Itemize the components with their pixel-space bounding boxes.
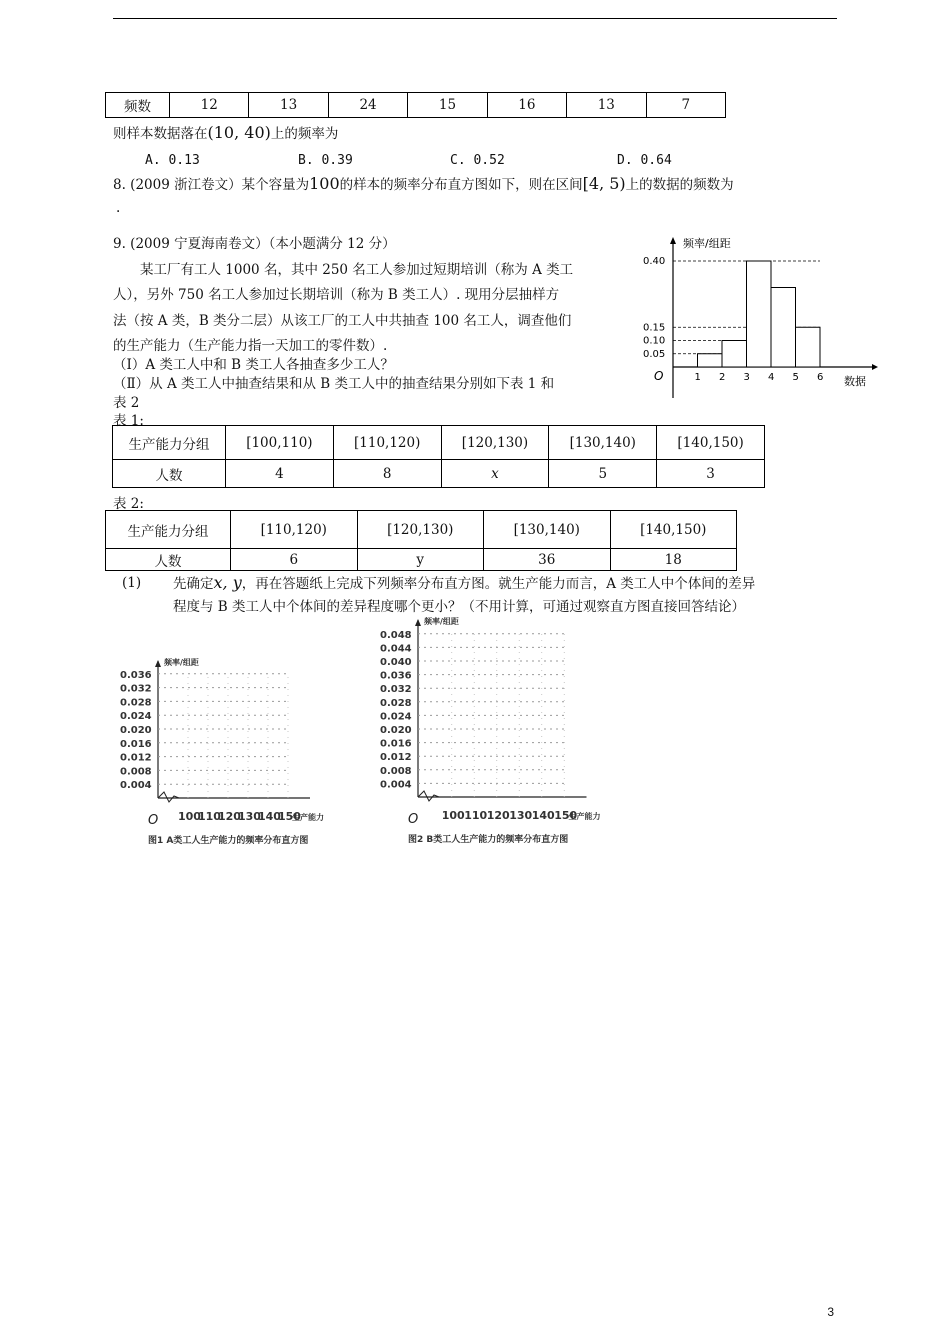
- figure1-histogram: [118, 655, 380, 855]
- freq-cell: 12: [170, 93, 249, 118]
- y-tick-label: 0.028: [120, 697, 152, 709]
- table1-count: 3: [657, 460, 765, 488]
- q7-question: 则样本数据落在(10, 40)上的频率为: [113, 123, 339, 142]
- freq-header: 频数: [106, 93, 170, 118]
- axis-break: [418, 791, 439, 801]
- table-2: [105, 510, 737, 571]
- y-tick-label: 0.024: [120, 711, 152, 723]
- table1-row-header: 生产能力分组: [113, 426, 226, 460]
- table2-count-y: y: [357, 549, 484, 571]
- x-tick-label: 140: [258, 810, 281, 823]
- q8-blank: .: [116, 200, 121, 216]
- table1-count-x: x: [441, 460, 549, 488]
- q9-title: 9. (2009 宁夏海南卷文）（本小题满分 12 分）: [113, 236, 396, 252]
- y-axis-label: 频率/组距: [683, 237, 731, 250]
- q8-histogram: [640, 232, 880, 402]
- x-tick-label: 130: [509, 809, 533, 822]
- table2-label: 表 2:: [113, 496, 144, 512]
- y-tick-label: 0.012: [380, 752, 412, 764]
- histogram-bar: [796, 327, 821, 367]
- x-axis-arrow: [872, 364, 878, 370]
- table1-group: [140,150): [657, 426, 765, 460]
- table2-count-header: 人数: [106, 549, 231, 571]
- table2-group: [120,130): [357, 511, 484, 549]
- y-tick-label: 0.008: [380, 765, 412, 777]
- q9-para-line: 某工厂有工人 1000 名，其中 250 名工人参加过短期培训（称为 A 类工: [140, 262, 574, 278]
- x-tick-label: 2: [719, 372, 726, 383]
- y-axis-arrow: [155, 660, 161, 667]
- y-tick-label: 0.020: [120, 725, 152, 736]
- y-tick-label: 0.036: [120, 669, 152, 681]
- x-axis-label: 生产能力: [292, 813, 324, 822]
- table1-count-header: 人数: [113, 460, 226, 488]
- table2-group: [130,140): [484, 511, 611, 549]
- q7-interval: (10, 40): [207, 123, 271, 142]
- x-tick-label: 100: [441, 809, 465, 822]
- q7-option-b: B. 0.39: [298, 153, 353, 168]
- y-tick-label: 0.036: [380, 670, 412, 682]
- table1-count: 4: [226, 460, 334, 488]
- y-tick-label: 0.40: [643, 256, 666, 267]
- sub1-text-cont: 程度与 B 类工人中个体间的差异程度哪个更小？（不用计算，可通过观察直方图直接回答结论）: [173, 599, 746, 615]
- histogram-bar: [722, 341, 747, 368]
- axis-break: [158, 792, 179, 802]
- freq-cell: 15: [408, 93, 487, 118]
- sub1-number: (1): [122, 575, 142, 591]
- table1-group: [120,130): [441, 426, 549, 460]
- table2-row-header: 生产能力分组: [106, 511, 231, 549]
- y-tick-label: 0.032: [380, 684, 412, 696]
- x-tick-label: 150: [554, 809, 578, 822]
- freq-cell: 16: [487, 93, 566, 118]
- q9-para-line: 人），另外 750 名工人参加过长期培训（称为 B 类工人）. 现用分层抽样方: [113, 287, 560, 303]
- sub1-text: 先确定x, y，再在答题纸上完成下列频率分布直方图。就生产能力而言，A 类工人中个体间的差异: [173, 573, 756, 592]
- freq-cell: 7: [646, 93, 725, 118]
- freq-cell: 13: [567, 93, 646, 118]
- table2-count: 6: [231, 549, 358, 571]
- q7-option-c: C. 0.52: [450, 153, 505, 168]
- origin-label: O: [654, 369, 664, 383]
- figure-caption: 图2 B类工人生产能力的频率分布直方图: [408, 835, 569, 845]
- page-number: 3: [827, 1305, 834, 1319]
- figure2-histogram: [376, 612, 646, 854]
- x-tick-label: 100: [178, 810, 201, 823]
- table2-count: 36: [484, 549, 611, 571]
- table1-group: [130,140): [549, 426, 657, 460]
- x-tick-label: 6: [817, 372, 824, 383]
- x-tick-label: 4: [768, 372, 775, 383]
- y-axis-label: 频率/组距: [164, 658, 199, 667]
- origin-label: O: [408, 812, 419, 827]
- y-tick-label: 0.040: [380, 657, 412, 668]
- table-1: [112, 425, 765, 488]
- frequency-table: [105, 92, 726, 118]
- q9-part1: （Ⅰ）A 类工人中和 B 类工人各抽查多少工人？: [113, 357, 394, 373]
- y-axis-arrow: [415, 619, 421, 626]
- q9-para-line: 的生产能力（生产能力指一天加工的零件数）.: [113, 338, 388, 354]
- x-tick-label: 120: [218, 810, 241, 823]
- freq-cell: 24: [328, 93, 407, 118]
- y-tick-label: 0.10: [643, 335, 666, 347]
- q7-option-d: D. 0.64: [617, 153, 672, 168]
- x-tick-label: 5: [792, 372, 799, 383]
- q8-interval: [4, 5): [582, 174, 626, 193]
- x-tick-label: 3: [743, 372, 750, 383]
- x-axis-label: 数据: [844, 375, 866, 388]
- y-tick-label: 0.008: [120, 766, 152, 778]
- q9-part2: （Ⅱ）从 A 类工人中抽查结果和从 B 类工人中的抽查结果分别如下表 1 和: [113, 376, 555, 392]
- y-tick-label: 0.004: [120, 780, 152, 792]
- header-rule: [113, 18, 837, 19]
- q9-para-line: 法（按 A 类，B 类分二层）从该工厂的工人中共抽查 100 名工人，调查他们: [113, 313, 572, 329]
- y-tick-label: 0.012: [120, 752, 152, 764]
- table1-group: [100,110): [226, 426, 334, 460]
- table2-count: 18: [610, 549, 737, 571]
- x-axis-label: 生产能力: [568, 812, 601, 821]
- y-tick-label: 0.15: [643, 322, 666, 334]
- x-tick-label: 140: [531, 809, 555, 822]
- histogram-bar: [771, 288, 796, 368]
- q8-histogram-plot: [643, 236, 878, 398]
- y-tick-label: 0.004: [380, 779, 412, 791]
- y-tick-label: 0.016: [120, 738, 152, 750]
- figure2-plot: [380, 616, 601, 845]
- y-tick-label: 0.024: [380, 711, 412, 723]
- histogram-bar: [747, 261, 772, 367]
- table1-count: 8: [333, 460, 441, 488]
- origin-label: O: [148, 813, 159, 828]
- y-tick-label: 0.020: [380, 725, 412, 736]
- y-tick-label: 0.05: [643, 348, 666, 360]
- q7-option-a: A. 0.13: [145, 153, 200, 168]
- histogram-bar: [698, 354, 723, 367]
- table1-group: [110,120): [333, 426, 441, 460]
- table1-label: 表 1:: [113, 413, 144, 429]
- q8-question: 8. (2009 浙江卷文）某个容量为100的样本的频率分布直方图如下，则在区间[4, 5)上的数据的频数为: [113, 174, 734, 193]
- x-tick-label: 1: [694, 372, 701, 383]
- x-tick-label: 130: [238, 810, 261, 823]
- y-tick-label: 0.032: [120, 683, 152, 695]
- table1-count: 5: [549, 460, 657, 488]
- freq-cell: 13: [249, 93, 328, 118]
- figure-caption: 图1 A类工人生产能力的频率分布直方图: [148, 836, 309, 846]
- table2-group: [110,120): [231, 511, 358, 549]
- y-axis-label: 频率/组距: [424, 617, 459, 626]
- figure1-plot: [120, 657, 324, 846]
- y-tick-label: 0.016: [380, 738, 412, 750]
- x-tick-label: 150: [278, 810, 301, 823]
- x-tick-label: 110: [198, 810, 221, 823]
- x-tick-label: 110: [464, 809, 488, 822]
- table2-group: [140,150): [610, 511, 737, 549]
- q9-part2-cont: 表 2: [113, 395, 140, 411]
- y-tick-label: 0.044: [380, 643, 412, 655]
- y-tick-label: 0.048: [380, 629, 412, 641]
- y-tick-label: 0.028: [380, 697, 412, 709]
- x-tick-label: 120: [486, 809, 510, 822]
- y-axis-arrow: [670, 237, 676, 244]
